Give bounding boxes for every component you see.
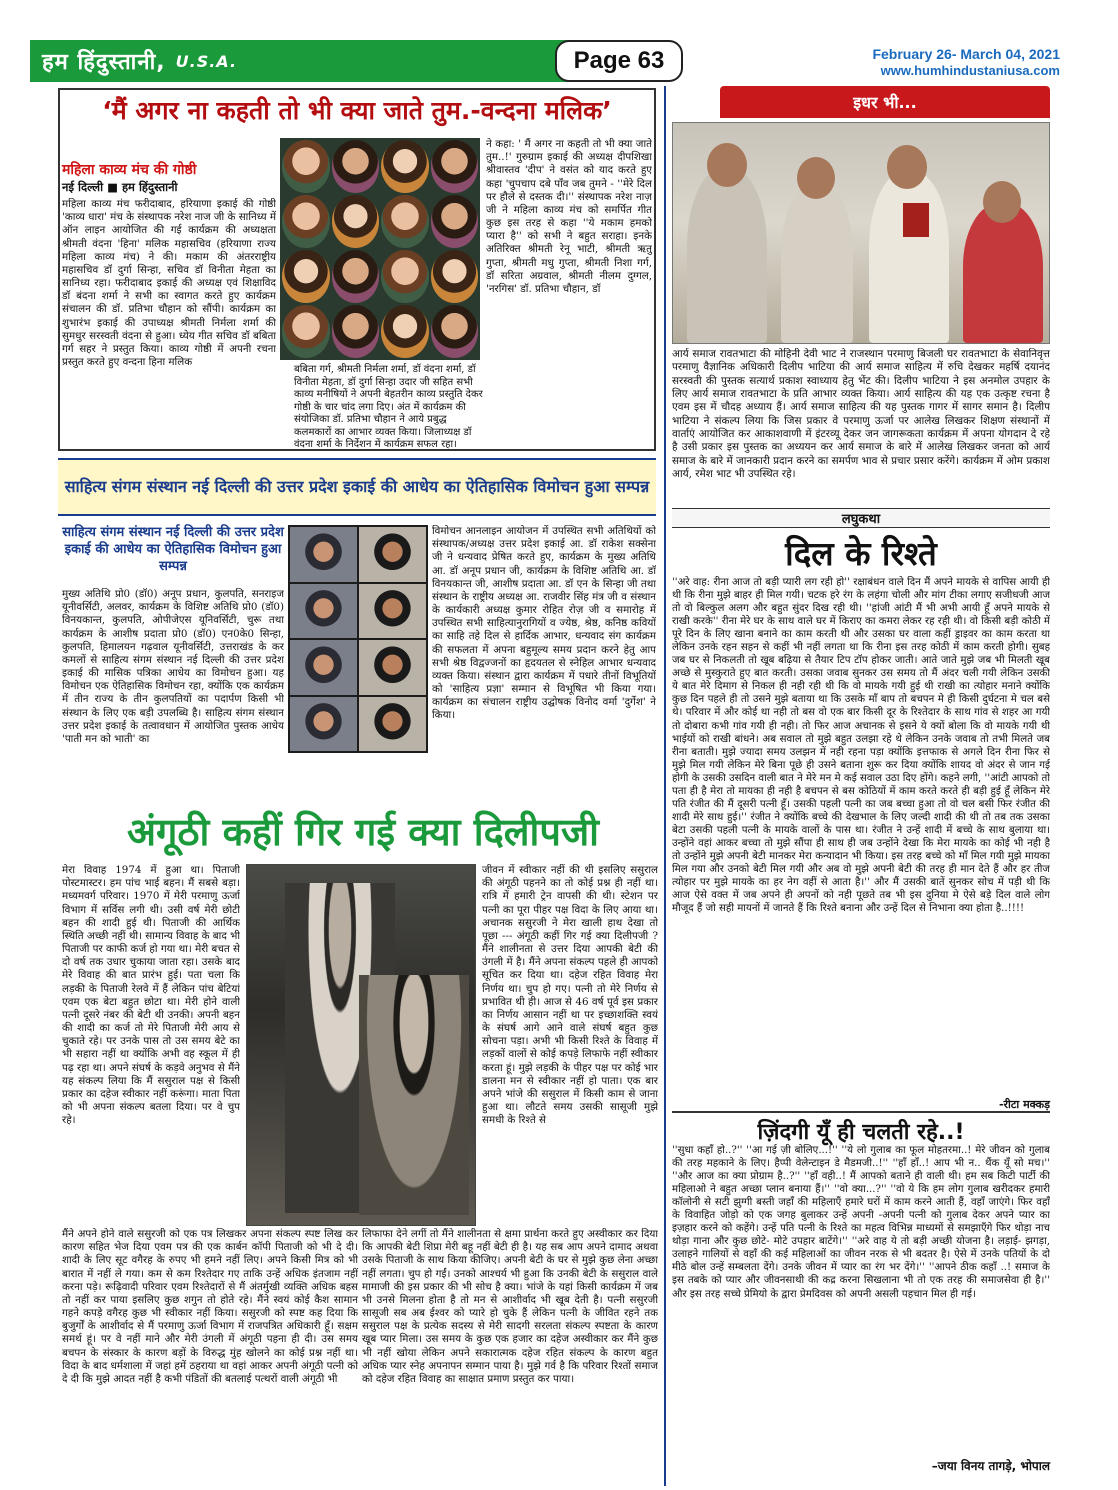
bride-figure bbox=[359, 975, 469, 1215]
poet-photo bbox=[332, 140, 380, 193]
poet-photo bbox=[282, 140, 330, 193]
person-head bbox=[797, 157, 835, 199]
person-head bbox=[887, 145, 927, 189]
poem-title: ज़िंदगी यूँ ही चलती रहे..! bbox=[672, 1111, 1050, 1146]
participant-tile bbox=[290, 640, 357, 695]
article2-headline: साहित्य संगम संस्थान नई दिल्ली की उत्तर प्रदेश इकाई की आधेय का ऐतिहासिक विमोचन हुआ सम्पन्न bbox=[58, 458, 656, 516]
masthead-title bbox=[30, 40, 578, 82]
participant-tile bbox=[359, 697, 426, 752]
person-figure bbox=[869, 171, 949, 343]
book-icon bbox=[903, 203, 929, 237]
person-head bbox=[707, 143, 747, 187]
poets-photo-collage bbox=[280, 138, 480, 360]
article1-col3: ने कहा: ' मैं अगर ना कहती तो भी क्या जाते तुम..!' गुरुग्राम इकाई की अध्यक्ष दीपशिखा श्रीवास्तव 'दीप' ने वसंत को याद करते हुए कहा 'चुपचाप दबे पाँव जब तुमने - ''मेरे दिल पर हौले से दस्तक दी।'' संस्थापक नरेश नाज़ जी ने महिला काव्य मंच को समर्पित गीत कुछ इस तरह से कहा ''ये मकाम हमको प्यारा है'' को सभी ने बहुत सराहा। इनके अतिरिक्त श्रीमती रेनू भाटी, श्रीमती ऋतु गुप्ता, श्रीमती मधु गुप्ता, श्रीमती निशा गर्ग, डॉ सरिता अग्रवाल, श्रीमती नीलम दुग्गल, 'नरगिस' डॉ. प्रतिभा चौहान, डॉ bbox=[486, 138, 652, 295]
column-divider bbox=[664, 86, 666, 1486]
poet-photo bbox=[282, 250, 330, 303]
online-meeting-screenshot bbox=[288, 525, 428, 753]
poet-photo bbox=[381, 195, 429, 248]
article3-bottom-right: लिफाफा देने लगीं तो मैंने शालीनता से क्षमा प्रार्थना करते हुए अस्वीकार कर दिया कि आपकी बेटी शिप्रा मेरी बहू नहीं बेटी ही है। यह सब आप अपने दामाद अथवा उसके पिताजी के साथ किया कीजिए। अपनी बेटी के घर से मुझे कुछ लेना अच्छा नहीं लगता। चुप हो गईं। उनको आश्चर्य भी हुआ कि उनकी बेटी के ससुराल वाले मामाजी की इस प्रकार की भी सोच है क्या। भांजे के यहां किसी कार्यक्रम में जब भी उनसे मिलना होता है तो मन से आशीर्वाद भी खूब देती है। पत्नी ससुरजी सासूजी सब अब ईश्वर को प्यारे हो चुके हैं लेकिन पत्नी के जीवित रहने तक ससुराल पक्ष के प्रत्येक सदस्य से मेरी सादगी सरलता संकल्प स्पष्टता के कारण खूब प्यार मिला। उस समय के कुछ एक हजार का दहेज अस्वीकार कर मैंने कुछ भी नहीं खोया लेकिन अपने सकारात्मक दहेज रहित संकल्प के कारण बहुत अधिक प्यार स्नेह अपनापन सम्मान पाया है। मुझे गर्व है कि परिवार रिश्तों समाज को दहेज रहित विवाह का साक्षात प्रमाण प्रस्तुत कर पाया। bbox=[362, 1228, 658, 1385]
article1-headline: ‘मैं अगर ना कहती तो भी क्या जाते तुम.-वन्दना मलिक’ bbox=[102, 96, 612, 125]
participant-tile bbox=[290, 527, 357, 582]
poet-photo bbox=[332, 250, 380, 303]
participant-tile bbox=[290, 697, 357, 752]
poem-author: –जया विनय तागड़े, भोपाल bbox=[931, 1459, 1050, 1473]
book-presentation-photo bbox=[672, 122, 1050, 344]
participant-tile bbox=[359, 640, 426, 695]
article3-bottom-left: मैंने अपने होने वाले ससुरजी को एक पत्र लिखकर अपना संकल्प स्पष्ट लिख कर कारण सहित भेज दिया एवम पत्र की एक कार्बन कॉपी पिताजी को भी दे दी। शादी के लिए सूट वगैरह के रुपए भी हमने नहीं लिए। अपने किसी मित्र को भी बारात में नहीं ले गया। कम से कम रिश्तेदार गए ताकि उन्हें अधिक इंतजाम नहीं करना पड़े। रूढ़िवादी परिवार एवम रिश्तेदारों से मैं अंतर्मुखी व्यक्ति अधिक बहस तो नहीं कर पाया इसलिए कुछ शगुन तो होते रहे। मैंने स्वयं कोई कैश सामान गहने कपड़े वगैरह कुछ भी स्वीकार नहीं किया। ससुरजी को स्पष्ट कह दिया कि बुजुर्गों के आशीर्वाद से मैं परमाणु ऊर्जा विभाग में राजपत्रित अधिकारी हूँ। सक्षम समर्थ हूं। पर वे नहीं माने और मेरी उंगली में अंगूठी पहना ही दी। उस समय बचपन के संस्कार के कारण बड़ों के विरुद्ध मुंह खोलने का कोई प्रश्न नहीं था। विदा के बाद धर्मशाला में जहां हमें ठहराया था वहां आकर अपनी अंगूठी पत्नी को दे दी कि मुझे आदत नहीं है कभी पंडितों की बतलाई पत्थरों वाली अंगूठी भी bbox=[62, 1228, 358, 1385]
poet-photo bbox=[332, 305, 380, 358]
poem-text: ''सुधा कहाँ हो..?'' ''आ गई ज़ी बोलिए...!'' ''ये लो गुलाब का फूल मोहतरमा..! मेरे जीवन को गुलाब की तरह महकाने के लिए। हैप्पी वेलेन्टाइन डे मैडमजी..!'' ''हाँ हाँ..! आप भी न.. थैंक यूँ सो मच।'' ''और आज का क्या प्रोग्राम है..?'' ''हाँ वही..! मैं आपको बताने ही वाली थी। हम सब किटी पार्टी की महिलाओ ने बहुत अच्छा प्लान बनाया हैं।'' ''वो क्या...?'' ''वो ये कि हम लोग गुलाब खरीदकर हमारी कॉलोनी से सटी झुग्गी बस्ती जहाँ की महिलाएँ हमारे घरों में काम करने आती हैं, वहाँ जाएंगे। फिर वहाँ के विवाहित जोड़ो को एक जगह बुलाकर उन्हें अपनी -अपनी पत्नी को गुलाब देकर अपने प्यार का इज़हार करने को कहेंगे। उन्हें पति पत्नी के रिश्ते का महत्व विभिन्न माध्यमों से समझाएँगे फिर थोड़ा नाच थोड़ा गाना और कुछ छोटे- मोटे उपहार बाटेंगे।'' ''अरे वाह ये तो बड़ी अच्छी योजना है। लड़ाई- झगड़ा, उलाहने गालियों से वहाँ की कई महिलाओं का जीवन नरक से भी बदतर है। ऐसे में उनके पतियों के दो मीठे बोल उन्हें सम्बलता देंगे। उनके जीवन में प्यार का रंग भर देंगे।'' ''आपने ठीक कहाँ ..! समाज के इस तबके को प्यार और जीवनसाथी की कद्र करना सिखलाना भी तो एक तरह की समाजसेवा ही है।'' और इस तरह सच्चे प्रेमियो के द्वारा प्रेमदिवस को अपनी असली पहचान मिल ही गई। bbox=[672, 1145, 1050, 1300]
person-figure bbox=[963, 203, 1043, 343]
story-title: दिल के रिश्ते bbox=[785, 534, 937, 573]
person-head bbox=[983, 181, 1021, 223]
story-text: ''अरे वाह: रीना आज तो बड़ी प्यारी लग रही हो'' रक्षाबंधन वाले दिन मैं अपने मायके से वापिस आयी ही थी कि रीना मुझे बाहर ही मिल गयी। चटक हरे रंग के लहंगा चोली और मांग टीका लगाए सजीधजी आज तो वो बिल्कुल अलग और बहुत सुंदर दिख रही थी। ''हांजी आंटी मैं भी अभी आयी हूँ अपने मायके से राखी करके'' रीना मेरे घर के साथ वाले घर में किराए का कमरा लेकर रह रही थी। वो किसी बड़ी कोठी में पूरे दिन के लिए खाना बनाने का काम करती थी और उसका घर वाला कहीं ड्राइवर का काम करता था लेकिन उनके रहन सहन से कहीं भी नहीं लगता था कि रीना इस तरह कोठी में काम करती होगी। सुबह जब घर से निकलती तो खूब बढ़िया से तैयार टिप टॉप होकर जाती। आते जाते मुझे जब भी मिलती खूब अच्छे से मुस्कुराते हुए बात करती। उसका जवाब सुनकर उस समय तो मैं अंदर चली गयी लेकिन उसकी ये बात मेरे दिमाग से निकल ही नही रही थी कि वो मायके गयी हुई थी राखी का त्योहार मनाने क्योंकि कुछ दिन पहले ही तो उसने मुझे बताया था कि उसके माँ बाप तो बचपन मे ही किसी दुर्घटना मे चल बसे थे। परिवार में और कोई था नही तो बस वो एक बार किसी दूर के रिश्तेदार के साथ गांव से शहर आ गयी तो दोबारा कभी गांव गयी ही नही। तो फिर आज अचानक से इसने ये क्यों बोला कि वो मायके गयी थी भाईयों को राखी बांधने। अब सवाल तो मुझे बहुत उलझा रहे थे लेकिन उनके जवाब तो तभी मिलते जब रीना बताती। मुझे ज्यादा समय उलझन में नही रहना पड़ा क्योंकि इत्तफाक से अगले दिन रीना फिर से मुझे मिल गयी लेकिन मेरे बिना पूछे ही उसने बताना शुरू कर दिया क्योंकि शायद वो अंदर से जान गई होगी के उसकी उसदिन वाली बात ने मेरे मन मे कई सवाल उठा दिए होंगे। कहने लगी, ''आंटी आपको तो पता ही है मेरा तो मायका ही नही है बचपन से बस कोठियों में काम करते करते ही बड़ी हुई हूँ लेकिन मेरे पति रंजीत की मैं दूसरी पत्नी हूँ। उसकी पहली पत्नी का जब बच्चा हुआ तो वो चल बसी फिर रंजीत की शादी मेरे साथ हुई।'' रंजीत ने क्योंकि बच्चे की देखभाल के लिए जल्दी शादी की थी तो तब तक उसका बेटा उसकी पहली पत्नी के मायके वालों के पास था। रंजीत ने उन्हें शादी में बच्चे के साथ बुलाया था। उन्होंने वहां आकर बच्चा तो मुझे सौंपा ही साथ ही जब उन्होंने देखा कि मेरा मायके का कोई भी नही है तो उन्होंने मुझे अपनी बेटी मानकर मेरा कन्यादान भी किया। इस तरह बच्चे को माँ मिल गयी मुझे मायका मिल गया और उनको बेटी मिल गयी और अब वो मुझे अपनी बेटी की तरह ही मान देते हैं और हर तीज त्योहार पर मुझे मायके का हर नेग वहीं से आता है।'' और मैं उसकी बातें सुनकर सोच में पड़ी थी कि आज ऐसे वक्त में जब अपने ही अपनों को नही पूछते तब भी इस दुनिया मे ऐसे बड़े दिल वाले लोग मौजूद हैं जो सही मायनों में जानते हैं कि रिश्ते बनाना और उन्हें दिल से निभाना क्या होता है..!!!! bbox=[672, 577, 1050, 915]
laghukatha-label: लघुकथा bbox=[672, 508, 1050, 528]
poet-photo bbox=[332, 195, 380, 248]
article2-subhead: साहित्य संगम संस्थान नई दिल्ली की उत्तर प्रदेश इकाई की आधेय का ऐतिहासिक विमोचन हुआ सम्पन्न bbox=[62, 525, 284, 574]
story-author: -रीटा मक्कड़ bbox=[998, 1098, 1050, 1111]
wedding-photo bbox=[246, 864, 476, 1226]
poet-photo bbox=[282, 305, 330, 358]
page-number: Page 63 bbox=[555, 40, 683, 82]
poet-photo bbox=[431, 305, 479, 358]
participant-tile bbox=[359, 527, 426, 582]
issue-date: February 26- March 04, 2021 bbox=[872, 46, 1060, 62]
poet-photo bbox=[431, 250, 479, 303]
masthead-name: हम हिंदुस्तानी, bbox=[42, 50, 166, 75]
poet-photo bbox=[431, 140, 479, 193]
participant-tile bbox=[359, 584, 426, 639]
masthead-usa: U.S.A. bbox=[175, 51, 238, 71]
poet-photo bbox=[381, 250, 429, 303]
article1-subhead: महिला काव्य मंच की गोष्ठी bbox=[62, 162, 197, 178]
website-link[interactable]: www.humhindustaniusa.com bbox=[880, 63, 1060, 78]
article2-col3: विमोचन आनलाइन आयोजन में उपस्थित सभी अतिथियों को संस्थापक/अध्यक्ष उत्तर प्रदेश इकाई आ. डॉ राकेश सक्सेना जी ने धन्यवाद प्रेषित करते हुए, कार्यक्रम के मुख्य अतिथि आ. डॉ अनूप प्रधान जी, कार्यक्रम के विशिष्ट अतिथि आ. डॉ विनयकान्त जी, आशीष प्रदाता आ. डॉ एन के सिन्हा जी तथा संस्थान के राष्ट्रीय अध्यक्ष आ. राजवीर सिंह मंत्र जी व संस्थान के कार्यकारी अध्यक्ष कुमार रोहित रोज़ जी व समारोह में उपस्थित सभी साहित्यानुरागियों व ज्येष्ठ, श्रेष्ठ, कनिष्ठ कवियों का साहि तहे दिल से हार्दिक आभार, धन्यवाद संग कार्यक्रम की सफलता में अपना बहुमूल्य समय प्रदान करने हेतु आप सभी श्रेष्ठ विद्वज्जनों का हृदयतल से स्नेहिल आभार धन्यवाद व्यक्त किया। संस्थान द्वारा कार्यक्रम में पधारे तीनों विभूतियों को 'साहित्य प्रज्ञा' सम्मान से विभूषित भी किया गया। कार्यक्रम का संचालन राष्ट्रीय उद्घोषक विनोद वर्मा 'दुर्गेश' ने किया। bbox=[432, 525, 656, 722]
poet-photo bbox=[381, 305, 429, 358]
right-photo-caption: आर्य समाज रावतभाटा की मोहिनी देवी भाट ने राजस्थान परमाणु बिजली घर रावतभाटा के सेवानिवृत्त परमाणु वैज्ञानिक अधिकारी दिलीप भाटिया की आर्य समाज साहित्य में रुचि देखकर महर्षि दयानंद सरस्वती की पुस्तक सत्यार्थ प्रकाश स्वाध्याय हेतु भेंट की। दिलीप भाटिया ने इस अनमोल उपहार के लिए आर्य समाज रावतभाटा के प्रति आभार व्यक्त किया। आर्य साहित्य की यह एक उत्कृष्ट रचना है एवम इस में चौदह अध्याय हैं। आर्य समाज साहित्य की यह पुस्तक गागर में सागर समान है। दिलीप भाटिया ने संकल्प लिया कि जिस प्रकार वे परमाणु ऊर्जा पर आलेख लिखकर शिक्षण संस्थानों में वार्ताएं आयोजित कर आकाशवाणी में इंटरव्यू देकर जन जागरूकता कार्यक्रम में अपना योगदान दे रहे है उसी प्रकार इस पुस्तक का अध्ययन कर आर्य समाज के बारे में आलेख लिखकर जनता को आर्य समाज के बारे में जानकारी प्रदान करने का समर्पण भाव से प्रचार प्रसार करेंगे। कार्यक्रम में ओम प्रकाश आर्य, रमेश भाट भी उपस्थित रहे। bbox=[672, 348, 1050, 480]
article3-col1: मेरा विवाह 1974 में हुआ था। पिताजी पोस्टमास्टर। हम पांच भाई बहन। मैं सबसे बड़ा। मध्यमवर्ग परिवार। 1970 में मेरी परमाणु ऊर्जा विभाग में सर्विस लगी थी। उसी वर्ष मेरी छोटी बहन की शादी हुई थी। पिताजी की आर्थिक स्थिति अच्छी नहीं थी। सामान्य विवाह के बाद भी पिताजी पर काफी कर्ज हो गया था। मेरी बचत से दो वर्ष तक उधार चुकाया जाता रहा। उसके बाद मेरे विवाह की बात प्रारंभ हुई। पता चला कि लड़की के पिताजी रेलवे में हैं लेकिन पांच बेटियां एवम एक बेटा बहुत छोटा था। मेरी होने वाली पत्नी दूसरे नंबर की बेटी थी उनकी। अपनी बहन की शादी का कर्ज तो मेरे पिताजी मेरी आय से चुकाते रहे। पर उनके पास तो उस समय बेटे का भी सहारा नहीं था क्योंकि अभी वह स्कूल में ही पढ़ रहा था। अपने संघर्ष के कड़वे अनुभव से मैंने यह संकल्प लिया कि मैं ससुराल पक्ष से किसी प्रकार का दहेज स्वीकार नहीं करूंगा। माता पिता को भी अपना संकल्प बतला दिया। पर वे चुप रहे। bbox=[62, 864, 240, 1127]
participant-tile bbox=[290, 584, 357, 639]
article2-col1: मुख्य अतिथि प्रो0 (डॉ0) अनूप प्रधान, कुलपति, सनराइज यूनीवर्सिटी, अलवर, कार्यक्रम के विशिष्ट अतिथि प्रो0 (डॉ0) विनयकान्त, कुलपति, ओपीजेएस यूनिवर्सिटी, चुरू तथा कार्यक्रम के आशीष प्रदाता प्रो0 (डॉ0) एन0के0 सिन्हा, कुलपति, हिमालयन गढ़वाल यूनीवर्सिटी, उत्तराखंड के कर कमलों से साहित्य संगम संस्थान नई दिल्ली की उत्तर प्रदेश इकाई की मासिक पत्रिका आधेय का विमोचन हुआ। यह विमोचन एक ऐतिहासिक विमोचन रहा, क्योंकि एक कार्यक्रम में तीन राज्य के तीन कुलपतियों का पदार्पण किसी भी संस्थान के लिए एक बड़ी उपलब्धि है। साहित्य संगम संस्थान उत्तर प्रदेश इकाई के तत्वावधान में आयोजित पुस्तक आधेय 'पाती मन को भाती' का bbox=[62, 588, 284, 745]
article1-dateline: नई दिल्ली ■ हम हिंदुस्तानी bbox=[62, 180, 178, 194]
person-figure bbox=[687, 168, 767, 343]
article3-col3: जीवन में स्वीकार नहीं की थी इसलिए ससुराल की अंगूठी पहनने का तो कोई प्रश्न ही नहीं था। रात्रि में हमारी ट्रेन वापसी की थी। स्टेशन पर पत्नी का पूरा पीहर पक्ष विदा के लिए आया था। अचानक ससुरजी ने मेरा खाली हाथ देखा तो पूछा --- अंगूठी कहीं गिर गई क्या दिलीपजी ? मैंने शालीनता से उत्तर दिया आपकी बेटी की उंगली में है। मैंने अपना संकल्प पहले ही आपको सूचित कर दिया था। दहेज रहित विवाह मेरा निर्णय था। चुप हो गए। पत्नी तो मेरे निर्णय से प्रभावित थी ही। आज से 46 वर्ष पूर्व इस प्रकार का निर्णय आसान नहीं था पर इच्छाशक्ति स्वयं के संघर्ष आगे आने वाले संघर्ष बहुत कुछ सोचना पड़ा। अभी भी किसी रिश्ते के विवाह में लड़कों वालों से कोई कपड़े लिफाफे नहीं स्वीकार करता हूं। मुझे लड़की के पीहर पक्ष पर कोई भार डालना मन से स्वीकार नहीं हो पाता। एक बार अपने भांजे की ससुराल में किसी काम से जाना हुआ था। लौटते समय उसकी सासूजी मुझे समधी के रिश्ते से bbox=[482, 864, 658, 1127]
poet-photo bbox=[381, 140, 429, 193]
section-header-idhar-bhi: इधर भी... bbox=[720, 86, 1050, 118]
poet-photo bbox=[431, 195, 479, 248]
poet-photo bbox=[282, 195, 330, 248]
article3-headline: अंगूठी कहीं गिर गई क्या दिलीपजी bbox=[127, 810, 599, 854]
article1-col1: महिला काव्य मंच फरीदाबाद, हरियाणा इकाई की गोष्ठी 'काव्य धारा' मंच के संस्थापक नरेश नाज जी के सानिध्य में ऑन लाइन आयोजित की गई कार्यक्रम की अध्यक्षता श्रीमती वंदना 'हिना' मलिक महासचिव (हरियाणा राज्य महिला काव्य मंच) ने की। मकाम की अंतरराष्ट्रीय महासचिव डॉ दुर्गा सिन्हा, सचिव डॉ विनीता मेहता का सानिध्य रहा। फरीदाबाद इकाई की अध्यक्ष एवं शिक्षाविद डॉ बंदना शर्मा ने सभी का स्वागत करते हुए कार्यक्रम संचालन की डॉ. प्रतिभा चौहान को सौंपी। कार्यक्रम का शुभारंभ इकाई की उपाध्यक्ष श्रीमती निर्मला शर्मा की सुमधुर सरस्वती वंदना से हुआ। ध्येय गीत सचिव डॉ बबिता गर्ग सहर ने प्रस्तुत किया। काव्य गोष्ठी में अपनी रचना प्रस्तुत करते हुए वन्दना हिना मलिक bbox=[62, 198, 276, 369]
person-figure bbox=[781, 183, 853, 343]
article1-continued: बबिता गर्ग, श्रीमती निर्मला शर्मा, डॉ वंदना शर्मा, डॉ विनीता मेहता, डॉ दुर्गा सिन्हा उदार जी सहित सभी काव्य मनीषियों ने अपनी बेहतरीन काव्य प्रस्तुति देकर गोष्ठी के चार चांद लगा दिए। अंत में कार्यक्रम की संयोजिका डॉ. प्रतिभा चौहान ने आये प्रबुद्ध कलमकारों का आभार व्यक्त किया। जिलाध्यक्ष डॉ वंदना शर्मा के निर्देशन में कार्यक्रम सफल रहा। bbox=[294, 364, 483, 450]
